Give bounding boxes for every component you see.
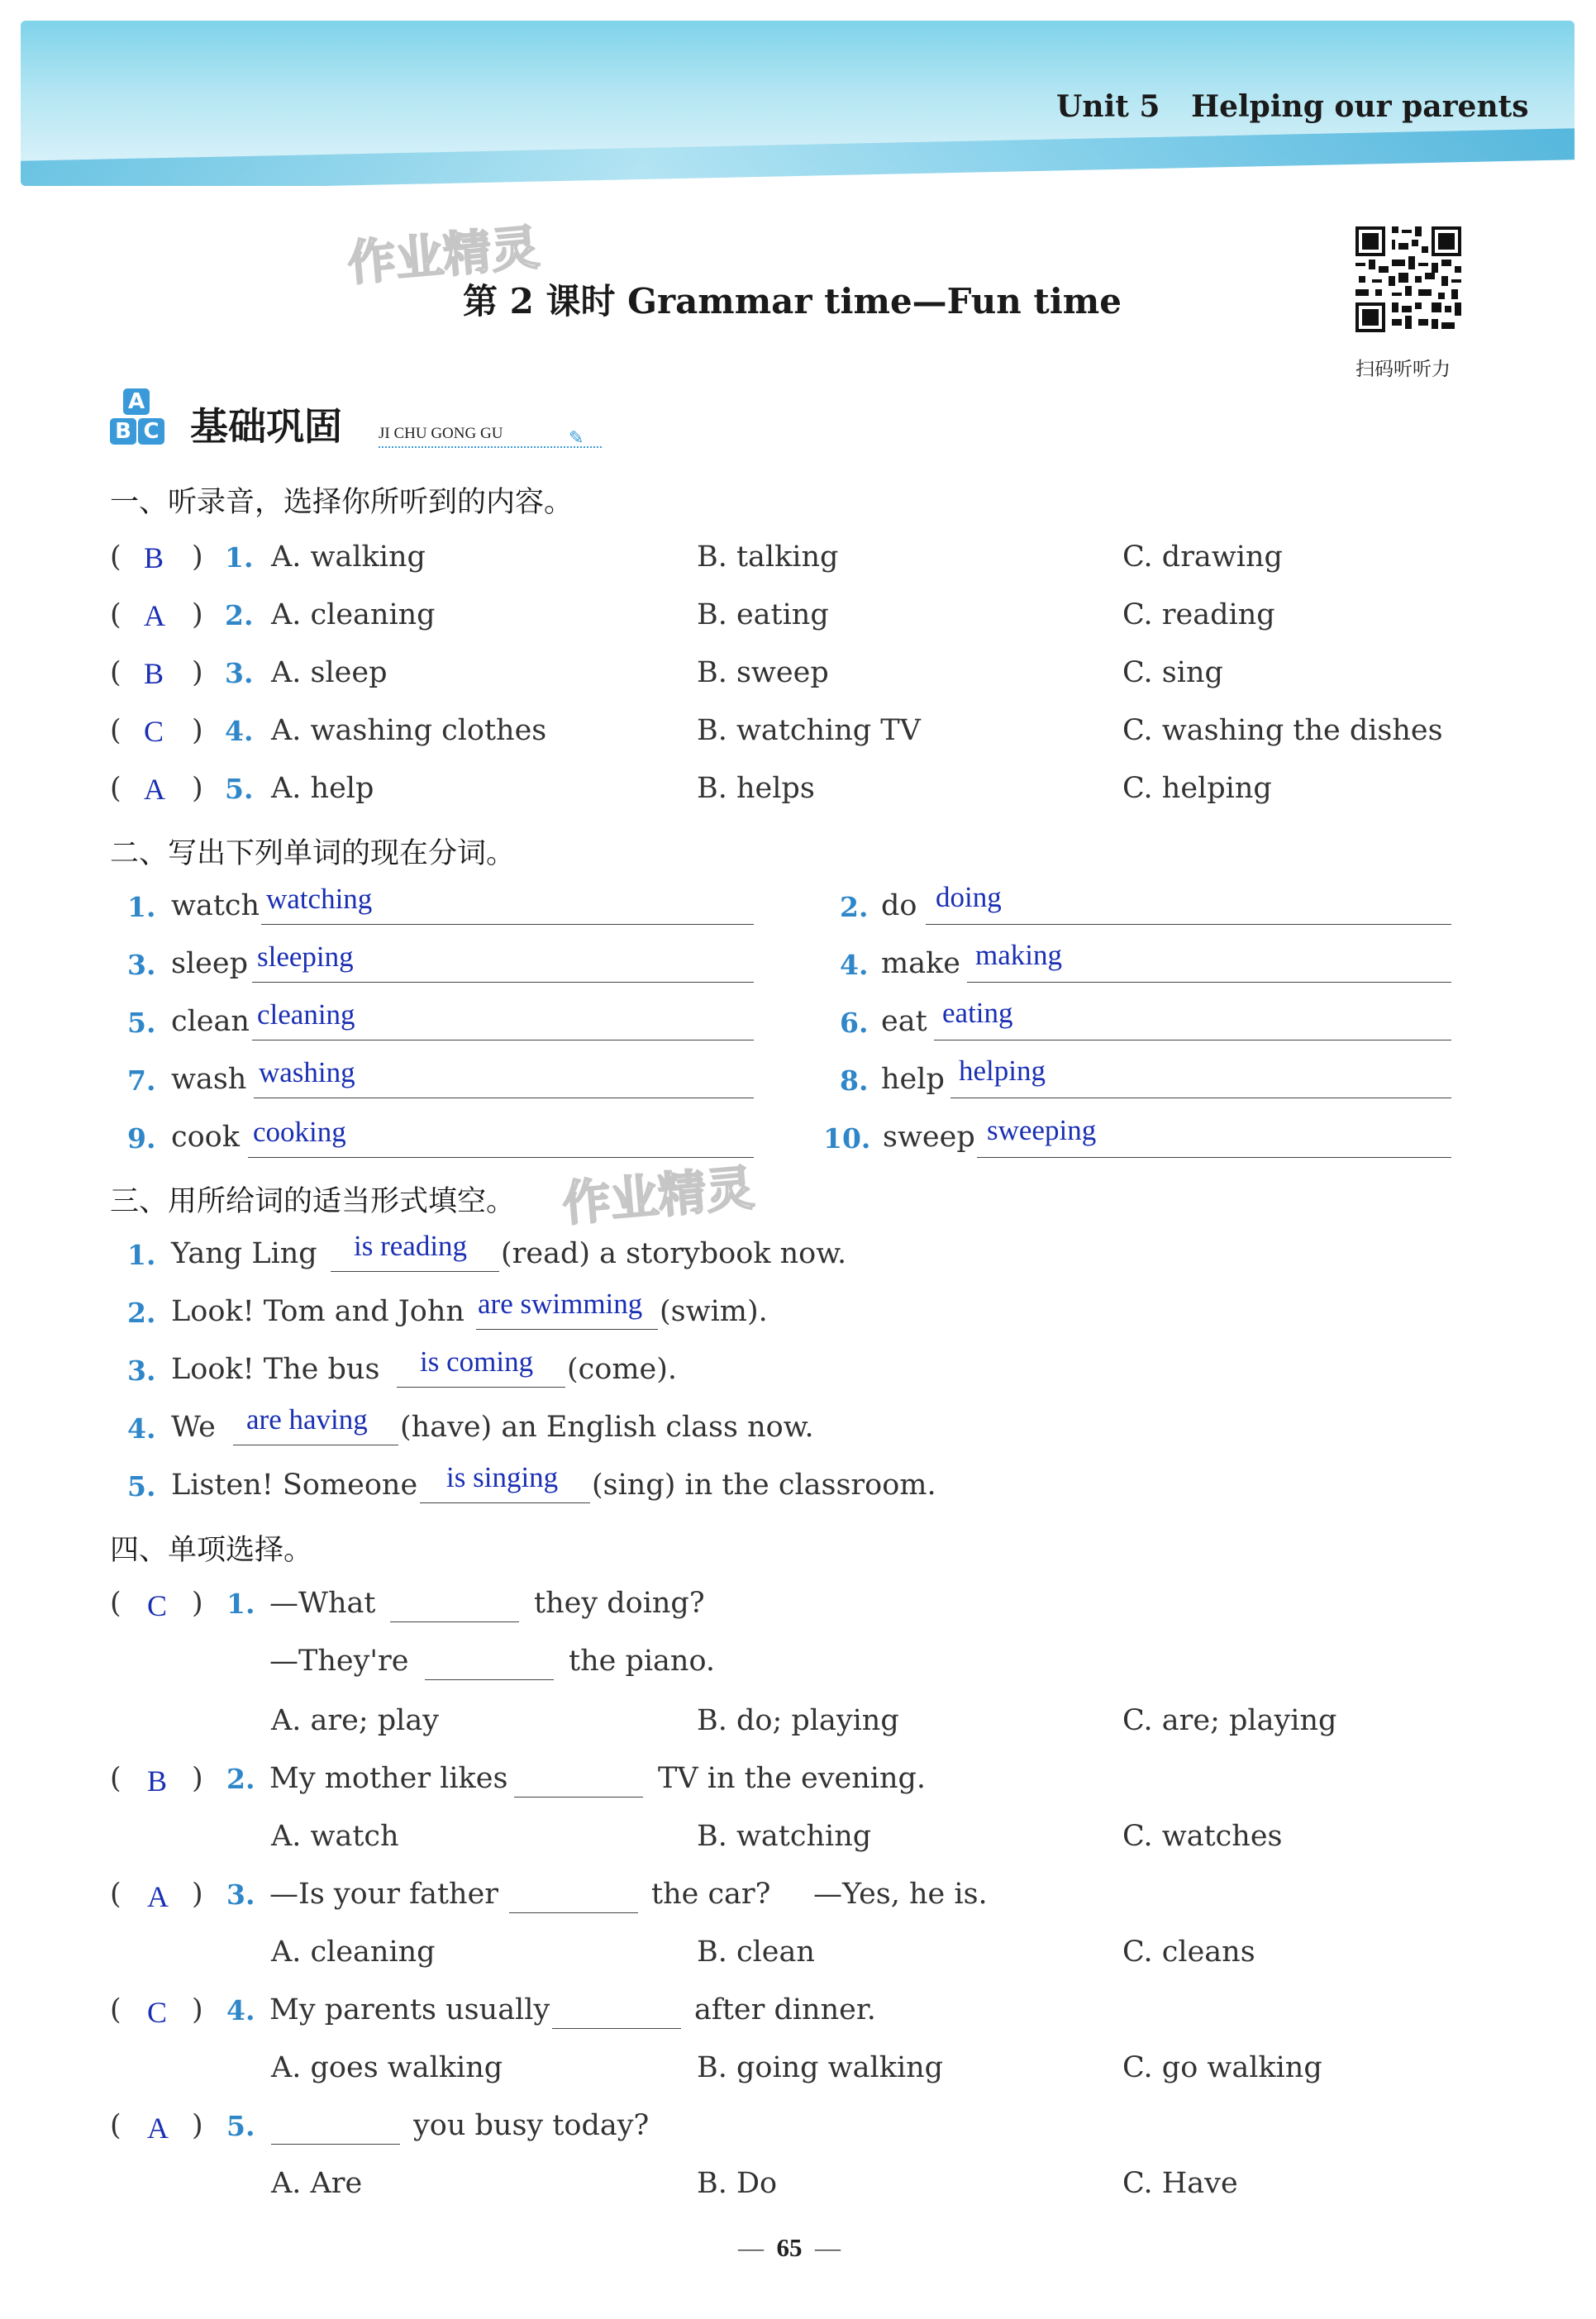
answer: sleeping bbox=[257, 940, 354, 973]
question-text: My parents usually bbox=[269, 1993, 550, 2026]
answer: cooking bbox=[253, 1116, 346, 1148]
answer: C bbox=[144, 715, 164, 748]
option-b: B. going walking bbox=[697, 2051, 944, 2084]
answer-line bbox=[967, 982, 1451, 983]
option-c: C. sing bbox=[1122, 656, 1223, 689]
answer: B bbox=[144, 657, 164, 690]
question-text: —They're bbox=[269, 1645, 409, 1678]
word: help bbox=[881, 1063, 945, 1096]
answer-line bbox=[476, 1329, 658, 1330]
word: sweep bbox=[883, 1121, 975, 1154]
section-title: 基础巩固 bbox=[190, 404, 342, 449]
qr-code-icon[interactable] bbox=[1352, 223, 1465, 336]
item-number: 4. bbox=[225, 715, 254, 747]
paren-open: ( bbox=[110, 540, 121, 574]
option-c: C. cleans bbox=[1122, 1936, 1255, 1969]
option-c: C. drawing bbox=[1122, 540, 1283, 574]
paren-close: ) bbox=[192, 540, 203, 574]
answer: washing bbox=[259, 1056, 355, 1088]
answer-line bbox=[331, 1271, 499, 1272]
answer: eating bbox=[942, 997, 1013, 1029]
sentence-before: Look! The bus bbox=[171, 1353, 380, 1386]
option-a: A. sleep bbox=[271, 656, 388, 689]
watermark-top: 作业精灵 bbox=[345, 218, 541, 292]
answer-line bbox=[977, 1157, 1451, 1158]
answer: A bbox=[147, 1880, 169, 1913]
option-a: A. help bbox=[271, 772, 374, 805]
pencil-icon: ✎ bbox=[569, 428, 584, 449]
sentence-after: (swim). bbox=[660, 1295, 768, 1328]
unit-label: Unit 5 Helping our parents bbox=[1056, 89, 1529, 124]
answer: making bbox=[975, 939, 1062, 971]
answer-line bbox=[261, 924, 754, 925]
question-text: you busy today? bbox=[413, 2109, 650, 2142]
part4-heading: 四、单项选择。 bbox=[110, 1534, 313, 1567]
item-number: 3. bbox=[225, 657, 254, 689]
item-number: 2. bbox=[226, 1763, 255, 1795]
section-pinyin: JI CHU GONG GU bbox=[379, 425, 503, 442]
item-number: 4. bbox=[226, 1994, 255, 2026]
paren-open: ( bbox=[110, 1993, 121, 2026]
answer: A bbox=[147, 2112, 169, 2145]
item-number: 1. bbox=[127, 891, 156, 923]
sentence-after: (sing) in the classroom. bbox=[592, 1469, 936, 1502]
question-text: the car? bbox=[651, 1878, 771, 1911]
answer: C bbox=[147, 1589, 168, 1622]
answer: A bbox=[144, 599, 165, 632]
badge-letter-c: C bbox=[138, 418, 164, 445]
option-b: B. eating bbox=[697, 598, 829, 631]
answer: C bbox=[147, 1996, 168, 2029]
answer: are swimming bbox=[478, 1288, 643, 1320]
item-number: 1. bbox=[127, 1239, 156, 1271]
lesson-title: 第 2 课时 Grammar time—Fun time bbox=[463, 281, 1122, 321]
answer: sweeping bbox=[987, 1114, 1097, 1146]
sentence-after: (come). bbox=[567, 1353, 678, 1386]
sentence-after: (have) an English class now. bbox=[400, 1411, 814, 1444]
item-number: 5. bbox=[127, 1470, 156, 1502]
answer-line bbox=[252, 982, 754, 983]
answer: is reading bbox=[354, 1230, 468, 1262]
option-c: C. washing the dishes bbox=[1122, 714, 1443, 747]
page-number: — 65 — bbox=[738, 2233, 841, 2262]
option-b: B. helps bbox=[697, 772, 815, 805]
question-text: —What bbox=[269, 1587, 376, 1620]
option-a: A. washing clothes bbox=[271, 714, 547, 747]
option-a: A. Are bbox=[271, 2167, 363, 2200]
item-number: 1. bbox=[226, 1588, 255, 1620]
option-c: C. Have bbox=[1122, 2167, 1238, 2200]
part3-heading: 三、用所给词的适当形式填空。 bbox=[110, 1185, 516, 1218]
sentence-before: Look! Tom and John bbox=[171, 1295, 465, 1328]
answer: is coming bbox=[420, 1345, 534, 1378]
answer: A bbox=[144, 773, 165, 806]
option-b: B. watching TV bbox=[697, 714, 921, 747]
item-number: 3. bbox=[226, 1879, 255, 1911]
paren-open: ( bbox=[110, 1587, 121, 1620]
answer: cleaning bbox=[257, 998, 355, 1031]
answer: doing bbox=[936, 881, 1002, 913]
watermark-mid: 作业精灵 bbox=[560, 1159, 756, 1232]
word: wash bbox=[171, 1063, 247, 1096]
paren-close: ) bbox=[192, 656, 203, 689]
option-a: A. cleaning bbox=[271, 1936, 436, 1969]
paren-close: ) bbox=[192, 1587, 203, 1620]
item-number: 8. bbox=[840, 1064, 869, 1097]
paren-open: ( bbox=[110, 772, 121, 805]
unit-title: Helping our parents bbox=[1191, 89, 1529, 124]
question-text: My mother likes bbox=[269, 1762, 508, 1795]
item-number: 2. bbox=[225, 599, 254, 631]
qr-caption: 扫码听听力 bbox=[1355, 359, 1451, 380]
question-text: —Is your father bbox=[269, 1878, 499, 1911]
answer-line bbox=[420, 1502, 590, 1503]
badge-letter-b: B bbox=[110, 418, 136, 445]
item-number: 6. bbox=[840, 1007, 869, 1039]
option-b: B. talking bbox=[697, 540, 839, 574]
paren-close: ) bbox=[192, 2109, 203, 2142]
part2-heading: 二、写出下列单词的现在分词。 bbox=[110, 837, 516, 870]
option-b: B. watching bbox=[697, 1820, 872, 1853]
option-b: B. clean bbox=[697, 1936, 815, 1969]
word: clean bbox=[171, 1005, 250, 1038]
paren-open: ( bbox=[110, 1878, 121, 1911]
item-number: 2. bbox=[840, 891, 869, 923]
option-c: C. helping bbox=[1122, 772, 1272, 805]
paren-close: ) bbox=[192, 1878, 203, 1911]
sentence-before: Listen! Someone bbox=[171, 1469, 418, 1502]
answer-line bbox=[397, 1387, 565, 1388]
paren-open: ( bbox=[110, 656, 121, 689]
blank-line bbox=[509, 1912, 638, 1913]
answer: B bbox=[144, 541, 164, 574]
option-a: A. walking bbox=[271, 540, 426, 574]
word: cook bbox=[171, 1121, 240, 1154]
item-number: 10. bbox=[823, 1122, 871, 1155]
paren-open: ( bbox=[110, 1762, 121, 1795]
sentence-before: We bbox=[171, 1411, 216, 1444]
word: sleep bbox=[171, 947, 248, 980]
paren-close: ) bbox=[192, 1993, 203, 2026]
option-a: A. cleaning bbox=[271, 598, 436, 631]
answer: helping bbox=[959, 1055, 1046, 1087]
paren-close: ) bbox=[192, 772, 203, 805]
word: make bbox=[881, 947, 960, 980]
paren-close: ) bbox=[192, 1762, 203, 1795]
option-a: A. watch bbox=[271, 1820, 399, 1853]
paren-open: ( bbox=[110, 714, 121, 747]
sentence-after: (read) a storybook now. bbox=[501, 1237, 847, 1270]
option-c: C. watches bbox=[1122, 1820, 1283, 1853]
option-b: B. sweep bbox=[697, 656, 829, 689]
paren-open: ( bbox=[110, 2109, 121, 2142]
blank-line bbox=[390, 1621, 519, 1622]
item-number: 5. bbox=[226, 2110, 255, 2142]
paren-open: ( bbox=[110, 598, 121, 631]
part1-heading: 一、听录音，选择你所听到的内容。 bbox=[110, 486, 574, 519]
option-c: C. go walking bbox=[1122, 2051, 1322, 2084]
item-number: 3. bbox=[127, 949, 156, 981]
item-number: 2. bbox=[127, 1297, 156, 1329]
option-b: B. do; playing bbox=[697, 1704, 899, 1737]
option-c: C. reading bbox=[1122, 598, 1275, 631]
question-text: TV in the evening. bbox=[658, 1762, 927, 1795]
item-number: 5. bbox=[127, 1007, 156, 1039]
paren-close: ) bbox=[192, 714, 203, 747]
item-number: 9. bbox=[127, 1122, 156, 1155]
answer: is singing bbox=[446, 1461, 559, 1493]
option-b: B. Do bbox=[697, 2167, 778, 2200]
word: watch bbox=[171, 889, 260, 922]
answer: are having bbox=[246, 1403, 368, 1436]
word: do bbox=[881, 889, 917, 922]
blank-line bbox=[271, 2144, 400, 2145]
question-text: after dinner. bbox=[694, 1993, 876, 2026]
item-number: 3. bbox=[127, 1355, 156, 1387]
item-number: 1. bbox=[225, 541, 254, 574]
answer-line bbox=[248, 1157, 754, 1158]
item-number: 7. bbox=[127, 1064, 156, 1097]
question-text: they doing? bbox=[534, 1587, 705, 1620]
sentence-before: Yang Ling bbox=[171, 1237, 317, 1270]
question-text: the piano. bbox=[569, 1645, 716, 1678]
option-a: A. are; play bbox=[271, 1704, 439, 1737]
option-a: A. goes walking bbox=[271, 2051, 503, 2084]
blank-line bbox=[514, 1797, 643, 1798]
badge-letter-a: A bbox=[123, 388, 150, 415]
item-number: 4. bbox=[840, 949, 869, 981]
paren-close: ) bbox=[192, 598, 203, 631]
word: eat bbox=[881, 1005, 927, 1038]
blank-line bbox=[552, 2028, 681, 2029]
blank-line bbox=[425, 1679, 554, 1680]
question-text: —Yes, he is. bbox=[813, 1878, 988, 1911]
item-number: 5. bbox=[225, 773, 254, 805]
option-c: C. are; playing bbox=[1122, 1704, 1337, 1737]
answer: B bbox=[147, 1764, 168, 1798]
answer: watching bbox=[266, 883, 373, 915]
answer-line bbox=[926, 924, 1451, 925]
item-number: 4. bbox=[127, 1412, 156, 1445]
